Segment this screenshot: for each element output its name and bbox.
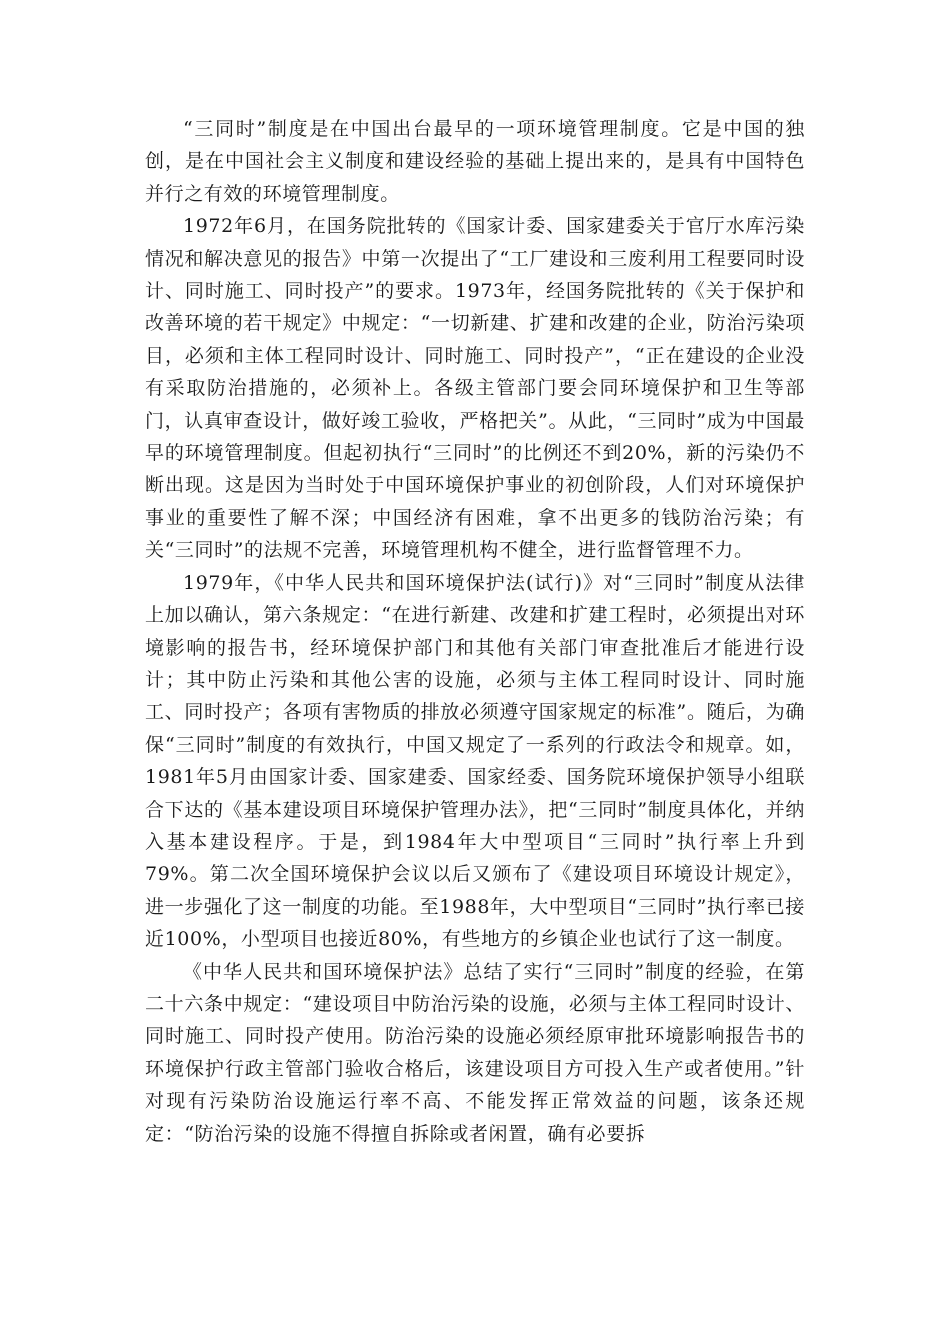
paragraph-3: 1979年，《中华人民共和国环境保护法(试行)》对“三同时”制度从法律上加以确认，第六条规定：“在进行新建、改建和扩建工程时，必须提出对环境影响的报告书，经环境保护部门和其他有关部门审查批准后才能进行设计；其中防止污染和其他公害的设施，必须与主体工程同时设计、同时施工、同时投产；各项有害物质的排放必须遵守国家规定的标准”。随后，为确保“三同时”制度的有效执行，中国又规定了一系列的行政法令和规章。如，1981年5月由国家计委、国家建委、国家经委、国务院环境保护领导小组联合下达的《基本建设项目环境保护管理办法》，把“三同时”制度具体化，并纳入基本建设程序。于是，到1984年大中型项目“三同时”执行率上升到79%。第二次全国环境保护会议以后又颁布了《建设项目环境设计规定》，进一步强化了这一制度的功能。至1988年，大中型项目“三同时”执行率已接近100%，小型项目也接近80%，有些地方的乡镇企业也试行了这一制度。 (145, 571, 805, 951)
paragraph-4: 《中华人民共和国环境保护法》总结了实行“三同时”制度的经验，在第二十六条中规定：“建设项目中防治污染的设施，必须与主体工程同时设计、同时施工、同时投产使用。防治污染的设施必须经原审批环境影响报告书的环境保护行政主管部门验收合格后，该建设项目方可投入生产或者使用。”针对现有污染防治设施运行率不高、不能发挥正常效益的问题，该条还规定：“防治污染的设施不得擅自拆除或者闲置，确有必要拆 (145, 960, 805, 1145)
document-page (145, 113, 805, 1150)
paragraph-1: “三同时”制度是在中国出台最早的一项环境管理制度。它是中国的独创，是在中国社会主义制度和建设经验的基础上提出来的，是具有中国特色并行之有效的环境管理制度。 (145, 118, 805, 205)
paragraph-2: 1972年6月，在国务院批转的《国家计委、国家建委关于官厅水库污染情况和解决意见的报告》中第一次提出了“工厂建设和三废利用工程要同时设计、同时施工、同时投产”的要求。1973年，经国务院批转的《关于保护和改善环境的若干规定》中规定：“一切新建、扩建和改建的企业，防治污染项目，必须和主体工程同时设计、同时施工、同时投产”，“正在建设的企业没有采取防治措施的，必须补上。各级主管部门要会同环境保护和卫生等部门，认真审查设计，做好竣工验收，严格把关”。从此，“三同时”成为中国最早的环境管理制度。但起初执行“三同时”的比例还不到20%，新的污染仍不断出现。这是因为当时处于中国环境保护事业的初创阶段，人们对环境保护事业的重要性了解不深；中国经济有困难，拿不出更多的钱防治污染；有关“三同时”的法规不完善，环境管理机构不健全，进行监督管理不力。 (145, 215, 805, 562)
